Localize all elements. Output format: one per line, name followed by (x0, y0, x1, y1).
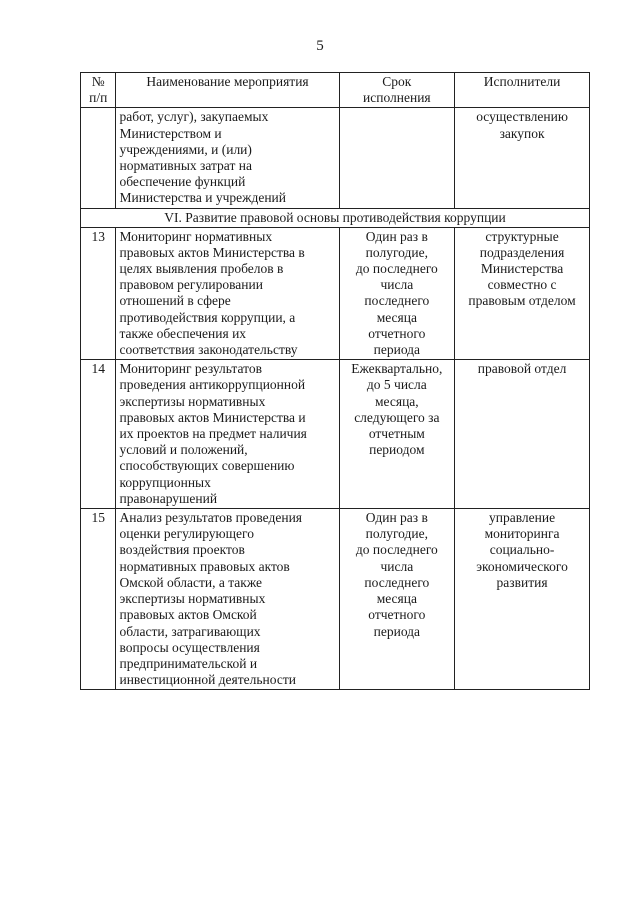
cell-executors: структурные подразделения Министерства совместно с правовым отделом (455, 227, 590, 360)
table-row (81, 509, 590, 690)
cell-term: Один раз в полугодие, до последнего числа последнего месяца отчетного периода (339, 509, 455, 690)
cell-executors: правовой отдел (455, 360, 590, 509)
section-title: VI. Развитие правовой основы противодействия коррупции (81, 208, 590, 227)
cell-term (339, 108, 455, 208)
table-row (81, 227, 590, 360)
cell-number (81, 108, 116, 208)
cell-name: работ, услуг), закупаемых Министерством и учреждениями, и (или) нормативных затрат на обеспечение функций Министерства и учреждений (116, 108, 339, 208)
cell-number: 15 (81, 509, 116, 690)
header-number: № п/п (81, 73, 116, 108)
cell-executors: управление мониторинга социально- экономического развития (455, 509, 590, 690)
cell-executors: осуществлению закупок (455, 108, 590, 208)
cell-number: 14 (81, 360, 116, 509)
measures-table (80, 72, 590, 690)
table-header-row (81, 73, 590, 108)
cell-name: Мониторинг нормативных правовых актов Министерства в целях выявления пробелов в правовом регулировании отношений в сфере противодействия коррупции, а также обеспечения их соответствия законодательству (116, 227, 339, 360)
header-term: Срок исполнения (339, 73, 455, 108)
page-number: 5 (316, 38, 324, 54)
cell-number: 13 (81, 227, 116, 360)
table-row-continued (81, 108, 590, 208)
header-executors: Исполнители (455, 73, 590, 108)
table-row (81, 360, 590, 509)
cell-term: Один раз в полугодие, до последнего числа последнего месяца отчетного периода (339, 227, 455, 360)
cell-term: Ежеквартально, до 5 числа месяца, следующего за отчетным периодом (339, 360, 455, 509)
cell-name: Анализ результатов проведения оценки регулирующего воздействия проектов нормативных правовых актов Омской области, а также экспертизы нормативных правовых актов Омской области, затрагивающих вопросы осуществления предпринимательской и инвестиционной деятельности (116, 509, 339, 690)
cell-name: Мониторинг результатов проведения антикоррупционной экспертизы нормативных правовых актов Министерства и их проектов на предмет наличия условий и положений, способствующих совершению коррупционных правонарушений (116, 360, 339, 509)
header-name: Наименование мероприятия (116, 73, 339, 108)
section-row (81, 208, 590, 227)
